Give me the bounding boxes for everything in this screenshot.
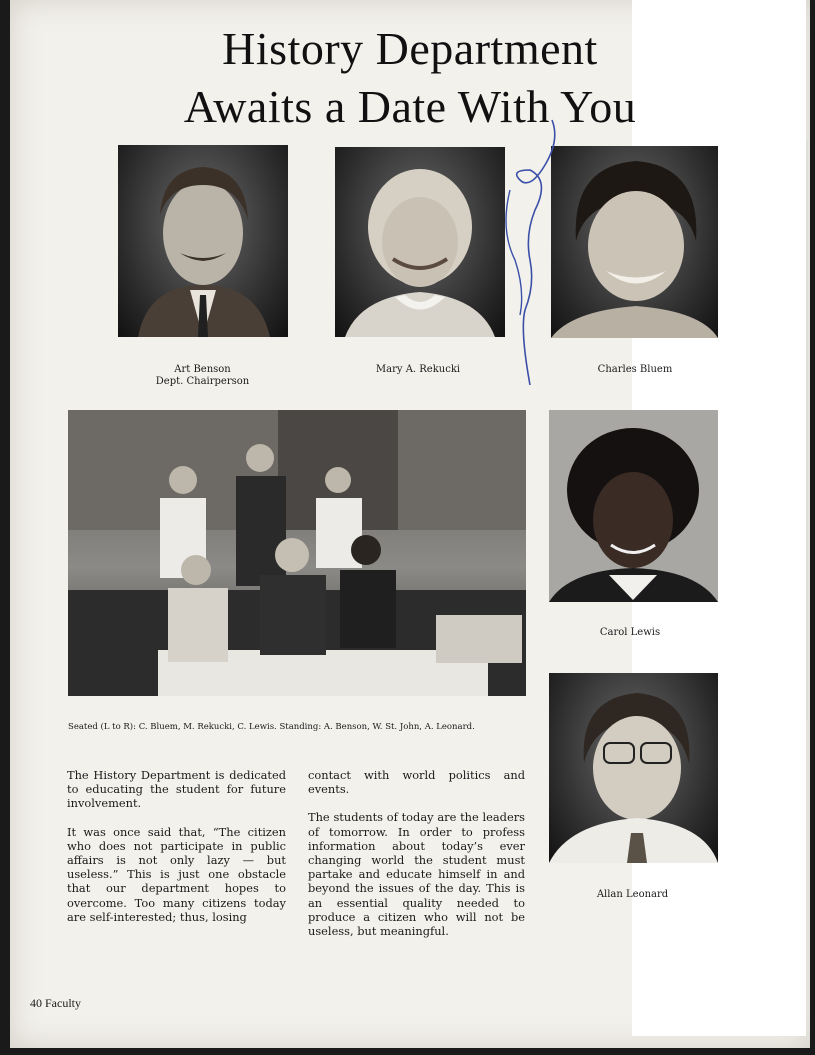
caption-name: Charles Bluem: [597, 364, 673, 375]
page-number: 40: [30, 996, 42, 1010]
caption-name: Allan Leonard: [596, 889, 669, 900]
caption-name: Carol Lewis: [599, 627, 661, 638]
portrait-image: [118, 145, 288, 337]
section-name: Faculty: [45, 996, 81, 1010]
portrait-image: [549, 673, 718, 863]
caption-mary-rekucki: [348, 364, 488, 376]
caption-allan-leonard: [580, 889, 685, 901]
caption-carol-lewis: [580, 627, 680, 639]
portrait-image: [549, 410, 718, 602]
page-title-line-2: Awaits a Date With You: [183, 81, 637, 132]
body-paragraph: The History Department is dedicated to educating the student for future involvement.: [67, 768, 286, 811]
group-photo-caption: Seated (L to R): C. Bluem, M. Rekucki, C. Lewis. Standing: A. Benson, W. St. John, A. Leonard.: [68, 722, 475, 732]
portrait-image: [551, 146, 718, 338]
portrait-allan-leonard: [549, 673, 718, 863]
group-photo-image: [68, 410, 526, 696]
group-photo: [68, 410, 526, 696]
body-paragraph: It was once said that, “The citizen who does not participate in public affairs is not only lazy — but useless.” This is just one obstacle that our department hopes to overcome. Too many citizens today are self-interested; thus, losing: [67, 824, 286, 924]
portrait-mary-rekucki: [335, 147, 505, 337]
caption-art-benson: [140, 364, 265, 388]
caption-charles-bluem: [580, 364, 690, 376]
page-title-line-1: History Department: [222, 23, 598, 74]
body-column-1: [67, 768, 286, 938]
portrait-carol-lewis: [549, 410, 718, 602]
portrait-art-benson: [118, 145, 288, 337]
caption-name: Art Benson: [174, 364, 231, 375]
portrait-image: [335, 147, 505, 337]
caption-name: Mary A. Rekucki: [375, 364, 461, 375]
body-paragraph: The students of today are the leaders of tomorrow. In order to profess information about today’s ever changing world the student must partake and educate himself in and beyond the issues of the day. This is an essential quality needed to produce a citizen who will not be useless, but meaningful.: [308, 810, 525, 939]
body-column-2: [308, 768, 525, 952]
page-footer: [30, 996, 81, 1011]
portrait-charles-bluem: [551, 146, 718, 338]
caption-role: Dept. Chairperson: [155, 376, 250, 387]
body-paragraph: contact with world politics and events.: [308, 768, 525, 797]
